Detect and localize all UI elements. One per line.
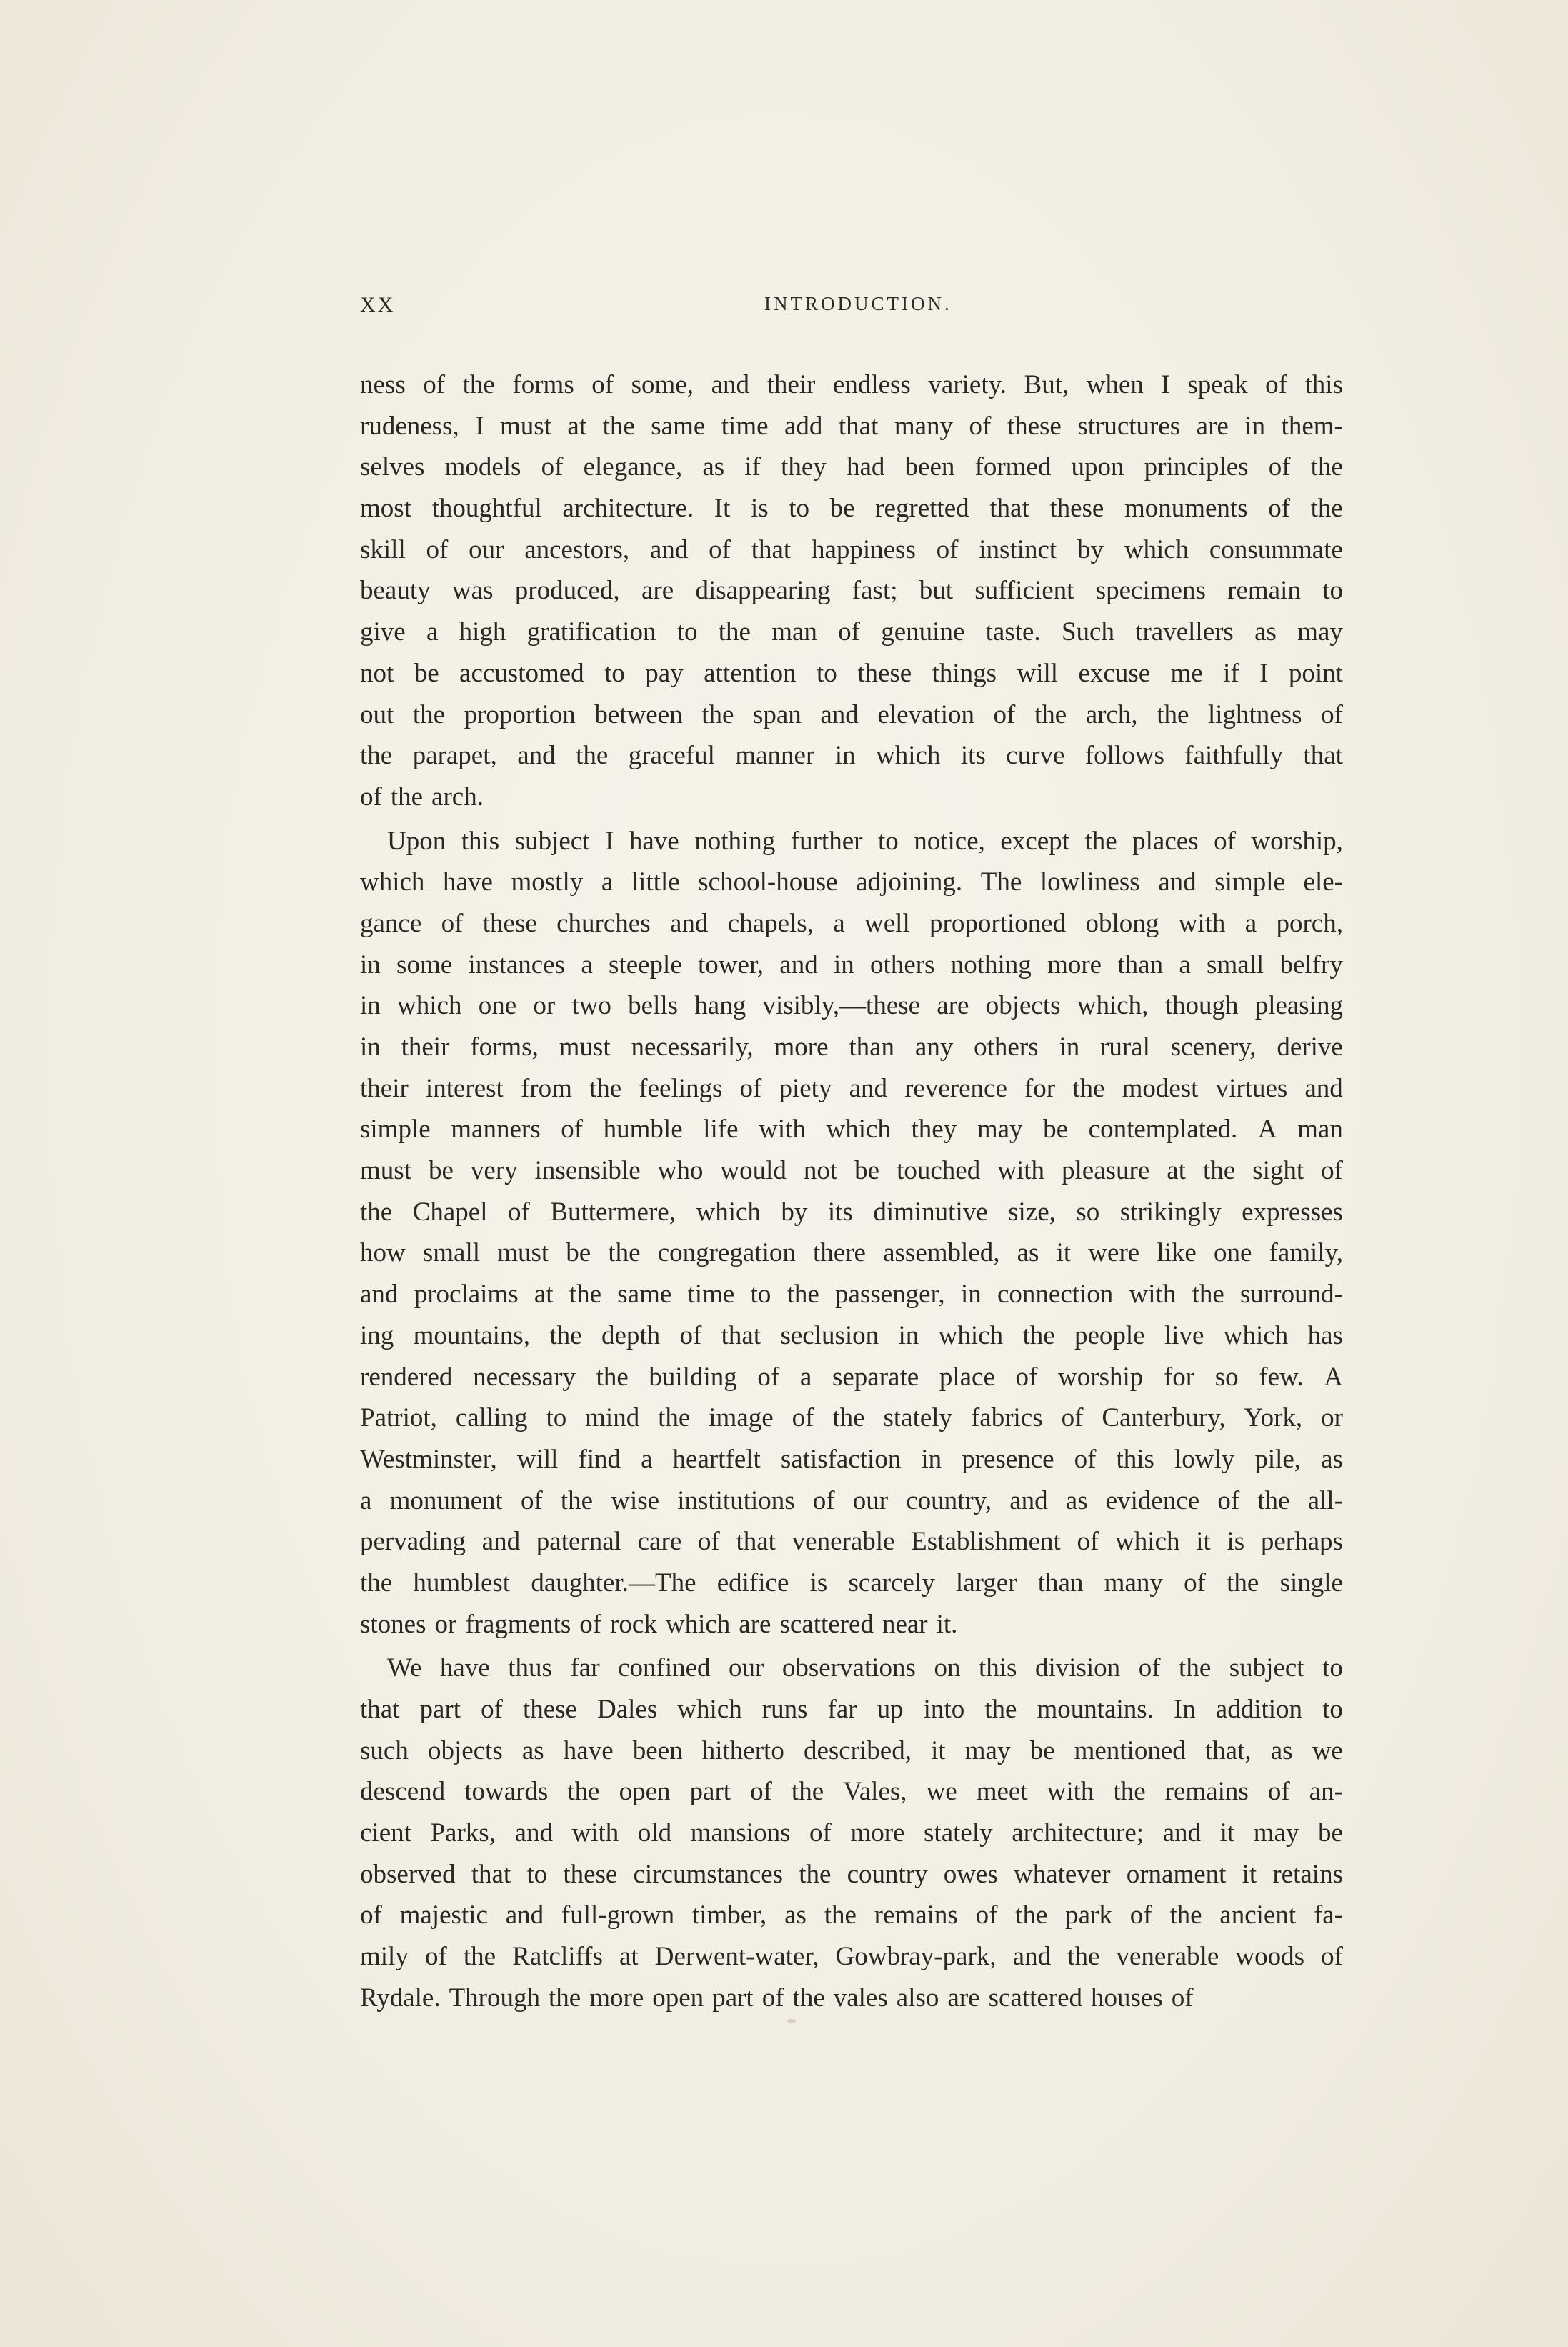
page-number: XX [360, 293, 396, 317]
text-line: the Chapel of Buttermere, which by its diminutive size, so strikingly expresses [360, 1197, 1343, 1227]
text-line: which have mostly a little school-house adjoining. The lowliness and simple ele- [360, 867, 1343, 897]
text-line: Rydale. Through the more open part of the vales also are scattered houses of [360, 1983, 1194, 2013]
text-line: selves models of elegance, as if they had been formed upon principles of the [360, 452, 1343, 482]
text-line: stones or fragments of rock which are scattered near it. [360, 1609, 958, 1639]
text-line: such objects as have been hitherto described, it may be mentioned that, as we [360, 1735, 1343, 1765]
text-line: of the arch. [360, 782, 484, 812]
text-line: and proclaims at the same time to the passenger, in connection with the surround- [360, 1280, 1343, 1310]
text-line: descend towards the open part of the Vales, we meet with the remains of an- [360, 1777, 1343, 1807]
text-line: observed that to these circumstances the country owes whatever ornament it retains [360, 1859, 1343, 1889]
text-line: skill of our ancestors, and of that happiness of instinct by which consummate [360, 534, 1343, 564]
text-line: rudeness, I must at the same time add that many of these structures are in them- [360, 411, 1343, 441]
text-line: of majestic and full-grown timber, as the remains of the park of the ancient fa- [360, 1900, 1343, 1930]
text-line: out the proportion between the span and elevation of the arch, the lightness of [360, 699, 1343, 729]
text-line: simple manners of humble life with which they may be contemplated. A man [360, 1115, 1343, 1145]
text-line: Patriot, calling to mind the image of the stately fabrics of Canterbury, York, or [360, 1403, 1343, 1433]
text-line: the parapet, and the graceful manner in which its curve follows faithfully that [360, 741, 1343, 771]
text-line: pervading and paternal care of that venerable Establishment of which it is perhaps [360, 1527, 1343, 1557]
text-line: their interest from the feelings of piety and reverence for the modest virtues and [360, 1073, 1343, 1103]
text-line: that part of these Dales which runs far up into the mountains. In addition to [360, 1695, 1343, 1724]
text-line: in which one or two bells hang visibly,—these are objects which, though pleasing [360, 991, 1343, 1021]
text-line: gance of these churches and chapels, a well proportioned oblong with a porch, [360, 908, 1343, 938]
text-line: We have thus far confined our observations on this division of the subject to [387, 1653, 1343, 1683]
paragraph [360, 364, 1343, 818]
paper-blemish [787, 2019, 796, 2023]
text-line: mily of the Ratcliffs at Derwent-water, Gowbray-park, and the venerable woods of [360, 1942, 1343, 1972]
text-line: must be very insensible who would not be touched with pleasure at the sight of [360, 1156, 1343, 1186]
text-line: Westminster, will find a heartfelt satisfaction in presence of this lowly pile, as [360, 1444, 1343, 1474]
running-title: INTRODUCTION. [764, 293, 952, 314]
text-line: the humblest daughter.—The edifice is scarcely larger than many of the single [360, 1568, 1343, 1598]
text-line: cient Parks, and with old mansions of more stately architecture; and it may be [360, 1818, 1343, 1848]
text-line: Upon this subject I have nothing further to notice, except the places of worship, [387, 826, 1343, 856]
text-line: ing mountains, the depth of that seclusion in which the people live which has [360, 1320, 1343, 1350]
paragraph [360, 1648, 1343, 2018]
text-line: most thoughtful architecture. It is to be regretted that these monuments of the [360, 494, 1343, 524]
text-line: not be accustomed to pay attention to these things will excuse me if I point [360, 658, 1343, 688]
text-line: in some instances a steeple tower, and in others nothing more than a small belfry [360, 950, 1343, 980]
paragraph [360, 821, 1343, 1645]
text-line: how small must be the congregation there assembled, as it were like one family, [360, 1238, 1343, 1268]
text-line: a monument of the wise institutions of our country, and as evidence of the all- [360, 1485, 1343, 1515]
text-line: in their forms, must necessarily, more than any others in rural scenery, derive [360, 1032, 1343, 1062]
text-line: beauty was produced, are disappearing fast; but sufficient specimens remain to [360, 576, 1343, 606]
text-line: rendered necessary the building of a separate place of worship for so few. A [360, 1362, 1343, 1392]
text-line: give a high gratification to the man of genuine taste. Such travellers as may [360, 617, 1343, 647]
running-head [360, 293, 1343, 329]
text-line: ness of the forms of some, and their endless variety. But, when I speak of this [360, 370, 1343, 399]
body-text [360, 364, 1343, 2019]
